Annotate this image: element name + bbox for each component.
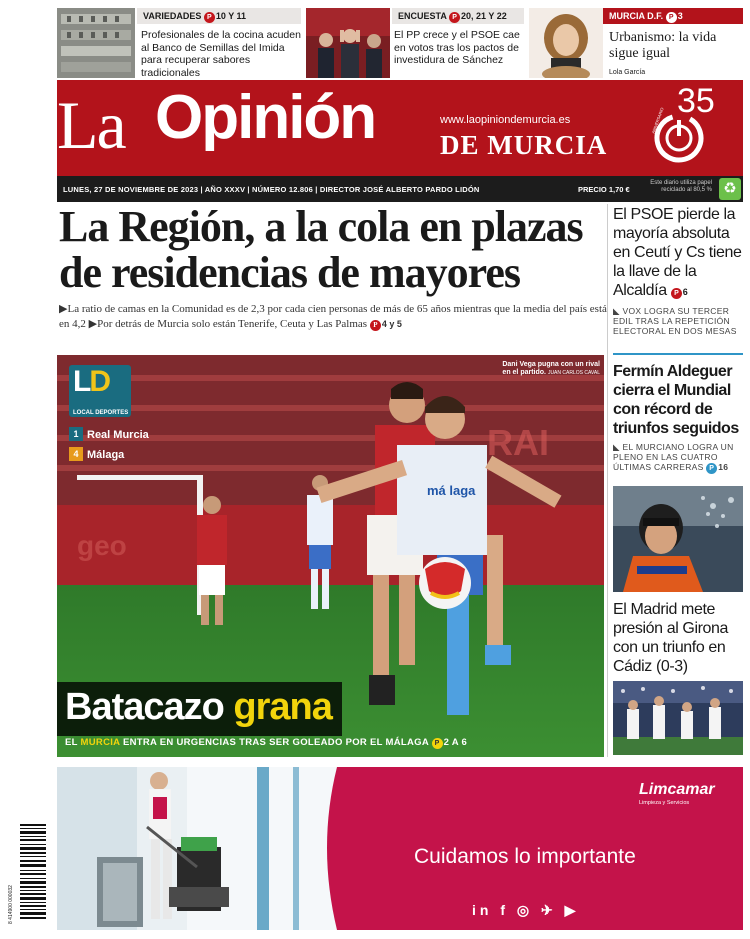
page-numbers: 10 Y 11 [215,11,247,21]
anniversary-number: 35 [677,86,715,120]
right-story-madrid[interactable] [613,600,743,676]
social-icons[interactable]: in f ◎ ✈ ▶ [472,902,580,918]
logo-opinion: Opinión [155,83,376,152]
recycled-note: Este diario utiliza papel reciclado al 80,5 % [650,180,712,193]
ad-curve-shape [327,767,367,930]
team-name: Real Murcia [87,429,149,441]
teaser-murcia-df[interactable] [529,8,743,78]
congress-photo [306,8,390,78]
main-deck [59,302,607,332]
photo-credit: JUAN CARLOS CAVAL [547,370,600,376]
score-row-malaga [69,447,124,463]
page-marker-icon: P [666,12,677,23]
website-url[interactable]: www.laopiniondemurcia.es [440,114,571,126]
aldeguer-photo[interactable] [613,486,743,592]
anniversary-35-icon [649,86,719,170]
triangle-icon: ◣ [613,306,620,316]
teaser-section-tag [137,8,301,24]
hero-headline[interactable] [57,682,342,736]
story-divider [613,353,743,355]
madrid-photo[interactable] [613,681,743,755]
story-title: Fermín Aldeguer cierra el Mundial con récord de triunfos seguidos [613,363,739,437]
kicker-text: VOX LOGRA SU TERCER EDIL TRAS LA REPETICIÓN ELECTORAL EN DOS MESAS [613,306,737,336]
score-row-murcia [69,427,149,443]
story-kicker [613,442,743,474]
headline-yellow: grana [233,686,332,728]
subline-highlight: MURCIA [80,737,120,748]
columnist-photo [529,8,603,78]
main-headline[interactable]: La Región, a la cola en plazas de residencias de mayores [59,202,583,297]
info-bar [57,176,743,202]
story-page: 16 [718,462,729,472]
section-label: MURCIA D.F. [609,11,664,21]
svg-text:geo: geo [77,530,127,561]
shirt-text: má laga [427,483,476,498]
bullet-icon: ▶ [88,318,98,330]
right-story-psoe[interactable] [613,205,743,336]
column-divider [607,204,608,757]
triangle-icon: ◣ [613,442,620,452]
barcode [18,820,48,924]
price: PRECIO 1,70 € [578,185,630,194]
page-marker-icon: P [706,463,717,474]
masthead[interactable] [57,80,743,176]
story-kicker [613,306,743,336]
teaser-section-tag [603,8,743,24]
ld-d: D [89,365,109,398]
ad-slogan: Cuidamos lo importante [414,845,636,868]
section-label: ENCUESTA [398,11,447,21]
page-marker-icon: P [432,738,443,749]
ad-photo [57,767,337,930]
ld-subtitle: LOCAL DEPORTES [73,410,129,416]
page-marker-icon: P [370,320,381,331]
score-malaga: 4 [69,447,83,461]
deck-text-2: Por detrás de Murcia solo están Tenerife, Ceuta y Las Palmas [97,318,368,330]
kicker-text: EL MURCIANO LOGRA UN PLENO EN LAS CUATRO ÚLTIMAS CARRERAS [613,442,734,472]
anniversary-label: ANIVERSARIO [650,106,665,135]
story-title: El PSOE pierde la mayoría absoluta en Ceutí y Cs tiene la llave de la Alcaldía [613,206,742,299]
teaser-section-tag [392,8,524,24]
caption-text: Dani Vega pugna con un rival en el partido. [502,361,600,376]
page-numbers: 3 [677,11,683,21]
hero-photo[interactable] [57,355,604,757]
photo-caption [500,361,600,377]
logo-la: La [57,87,125,163]
story-title: El Madrid mete presión al Girona con un triunfo en Cádiz (0-3) [613,601,729,675]
seeds-photo [57,8,135,78]
ld-l: L [73,365,90,398]
page-marker-icon: P [671,288,682,299]
columnist-name: Lola García [609,69,646,76]
svg-text:RAI: RAI [487,422,549,463]
ld-logo-text [73,365,109,399]
headline-white: Batacazo [65,686,224,728]
teaser-text: El PP crece y el PSOE cae en votos tras los pactos de investidura de Sánchez [394,29,520,66]
deck-text-1: La ratio de camas en la Comunidad es de 2,3 por cada cien personas de más de 65 años mientras que la media del país está en 4,2 [59,303,607,330]
page-numbers: 20, 21 Y 22 [461,11,507,21]
barcode-number: 8 414900 000032 [8,885,14,924]
teaser-text: Profesionales de la cocina acuden al Banco de Semillas del Imida para recuperar sabores tradicionales [141,29,301,79]
limcamar-ad[interactable] [57,767,743,930]
deck-pages: 4 y 5 [381,319,402,329]
subline-text: ENTRA EN URGENCIAS TRAS SER GOLEADO POR EL MÁLAGA [122,737,429,748]
story-page: 6 [682,287,688,297]
logo-subtitle: DE MURCIA [440,130,608,160]
hero-subline [65,737,467,749]
subline-pages: 2 A 6 [443,737,468,748]
teaser-text: Urbanismo: la vida sigue igual [609,30,717,61]
page-marker-icon: P [449,12,460,23]
teaser-encuesta[interactable] [306,8,524,78]
ad-brand[interactable]: Limcamar [639,781,715,798]
bullet-icon: ▶ [59,303,68,315]
section-label: VARIEDADES [143,11,202,21]
teaser-variedades[interactable] [57,8,301,78]
score-murcia: 1 [69,427,83,441]
team-name: Málaga [87,449,125,461]
recycle-icon: ♻ [719,178,741,200]
ad-brand-sub: Limpieza y Servicios [639,800,690,806]
issue-info: LUNES, 27 DE NOVIEMBRE DE 2023 | AÑO XXXV | NÚMERO 12.806 | DIRECTOR JOSÉ ALBERTO PARDO LIDÓN [63,185,480,194]
right-story-aldeguer[interactable] [613,362,743,474]
subline-text: EL [65,737,78,748]
page-marker-icon: P [204,12,215,23]
